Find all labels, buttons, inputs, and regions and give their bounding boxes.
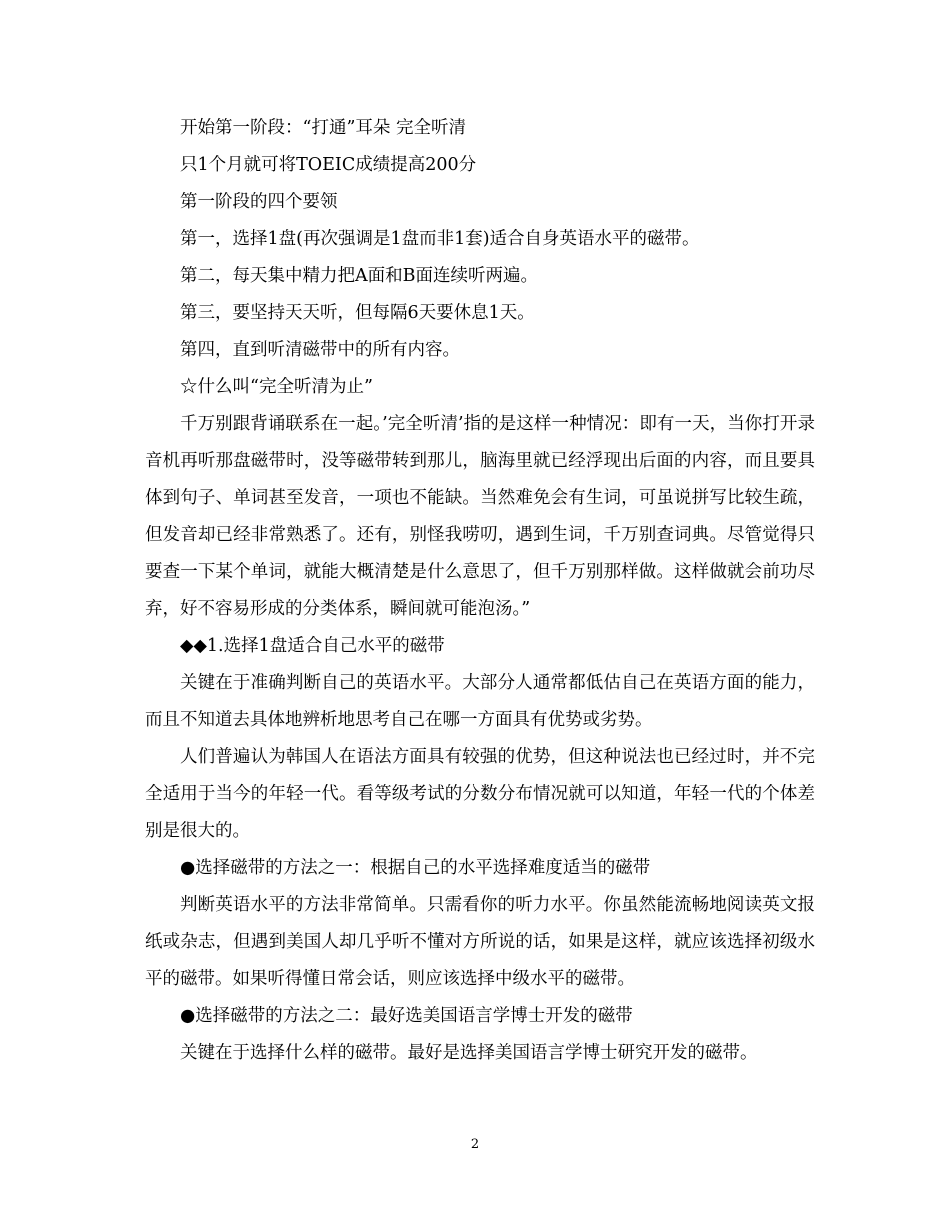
heading-method-one: ●选择磁带的方法之一：根据自己的水平选择难度适当的磁带 xyxy=(180,858,651,878)
point-third: 第三，要坚持天天听，但每隔6天要休息1天。 xyxy=(180,303,535,323)
subheading-toeic: 只1个月就可将TOEIC成绩提高200分 xyxy=(180,155,477,175)
heading-method-two: ●选择磁带的方法之二：最好选美国语言学博士开发的磁带 xyxy=(180,1006,633,1026)
page-number: 2 xyxy=(470,1137,480,1152)
page-body xyxy=(145,110,815,1072)
heading-stage-one: 开始第一阶段：“打通”耳朵 完全听清 xyxy=(180,118,466,138)
paragraph-listening-level: 判断英语水平的方法非常简单。只需看你的听力水平。你虽然能流畅地阅读英文报纸或杂志，但遇到美国人却几乎听不懂对方所说的话，如果是这样，就应该选择初级水平的磁带。如果听得懂日常会话，则应该选择中级水平的磁带。 xyxy=(145,895,815,989)
paragraph-linguist-tape: 关键在于选择什么样的磁带。最好是选择美国语言学博士研究开发的磁带。 xyxy=(180,1043,758,1063)
paragraph-grammar: 人们普遍认为韩国人在语法方面具有较强的优势，但这种说法也已经过时，并不完全适用于当今的年轻一代。看等级考试的分数分布情况就可以知道，年轻一代的个体差别是很大的。 xyxy=(145,747,815,841)
paragraph-explanation: 千万别跟背诵联系在一起。’完全听清’指的是这样一种情况：即有一天，当你打开录音机再听那盘磁带时，没等磁带转到那儿，脑海里就已经浮现出后面的内容，而且要具体到句子、单词甚至发音，一项也不能缺。当然难免会有生词，可虽说拼写比较生疏，但发音却已经非常熟悉了。还有，别怪我唠叨，遇到生词，千万别查词典。尽管觉得只要查一下某个单词，就能大概清楚是什么意思了，但千万别那样做。这样做就会前功尽弃，好不容易形成的分类体系，瞬间就可能泡汤。” xyxy=(145,414,815,619)
point-fourth: 第四，直到听清磁带中的所有内容。 xyxy=(180,340,460,360)
heading-four-points: 第一阶段的四个要领 xyxy=(180,192,338,212)
paragraph-judge-level: 关键在于准确判断自己的英语水平。大部分人通常都低估自己在英语方面的能力，而且不知道去具体地辨析地思考自己在哪一方面具有优势或劣势。 xyxy=(145,673,815,730)
point-second: 第二，每天集中精力把A面和B面连续听两遍。 xyxy=(180,266,538,286)
heading-what-is-complete: ☆什么叫“完全听清为止” xyxy=(180,377,373,397)
heading-choose-tape: ◆◆1.选择1盘适合自己水平的磁带 xyxy=(180,636,445,656)
point-first: 第一，选择1盘(再次强调是1盘而非1套)适合自身英语水平的磁带。 xyxy=(180,229,700,249)
